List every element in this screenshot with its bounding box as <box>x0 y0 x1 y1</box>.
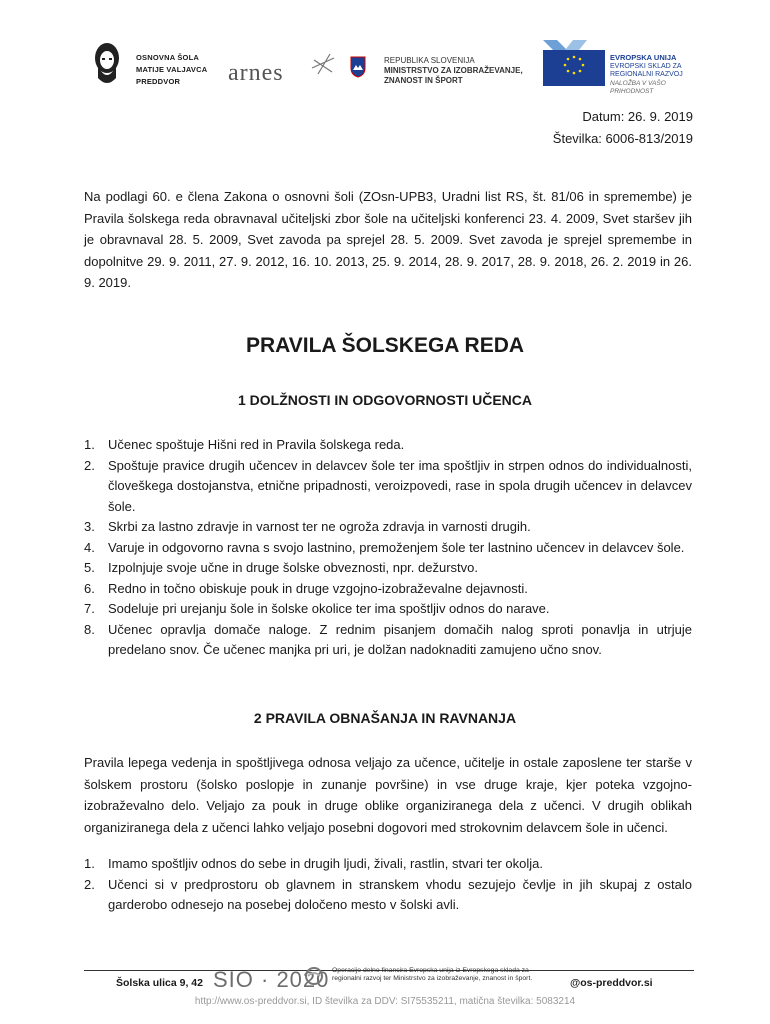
section-1-heading: 1 DOLŽNOSTI IN ODGOVORNOSTI UČENCA <box>237 392 532 408</box>
list-item: 6. Redno in točno obiskuje pouk in druge vzgojno-izobraževalne dejavnosti. <box>84 580 528 596</box>
list-item: 5. Izpolnjuje svoje učne in druge šolske obveznosti, npr. dežurstvo. <box>84 560 478 575</box>
arnes-star-icon <box>308 50 338 80</box>
sio-swirl-icon <box>304 966 324 986</box>
list-item: 8. Učenec opravlja domače naloge. Z rednim pisanjem domačih nalog sproti ponavlja in utrjuje predelano snov. Če učenec manjka pri uri, je dolžan nadoknaditi zamujeno učno snov. <box>84 621 692 657</box>
document-number: Številka: 6006-813/2019 <box>552 131 693 146</box>
eu-flag-logo <box>543 40 605 86</box>
sio-2020-logo: SIO · 2020 <box>213 967 330 992</box>
list-item: 1. Imamo spoštljiv odnos do sebe in drugih ljudi, živali, rastlin, stvari ter okolja. <box>84 856 543 871</box>
section-2-paragraph: Pravila lepega vedenja in spoštljivega odnosa veljajo za učence, učitelje in ostale zaposlene ter starše v šolskem prostoru (šolsko poslopje in zunanje površine) in vse druge kraje, kjer poteka vzgojno-izobraževalno delo. Veljajo za pouk in druge oblike organiziranega dela z učenci. V drugih oblikah organiziranega dela z učenci lahko veljajo posebni dogovori med strokovnim delavcem šole in učenci. <box>84 755 692 835</box>
intro-paragraph: Na podlagi 60. e člena Zakona o osnovni šoli (ZOsn-UPB3, Uradni list RS, št. 81/06 in spremembe) je Pravila šolskega reda obravnaval učiteljski zbor šole na učiteljski konferenci 23. 4. 2009, Svet staršev jih je obravnaval 28. 5. 2009, Svet zavoda pa sprejel 28. 5. 2009. Svet zavoda je sprejel spremembe in dopolnitve 29. 9. 2011, 27. 9. 2012, 16. 10. 2013, 25. 9. 2014, 28. 9. 2017, 28. 9. 2018, 26. 2. 2019 in 26. 9. 2019. <box>84 189 692 290</box>
ministry-logo-text: REPUBLIKA SLOVENIJA MINISTRSTVO ZA IZOBRAŽEVANJE, ZNANOST IN ŠPORT <box>384 56 523 85</box>
footer-contact-line: http://www.os-preddvor.si, ID številka za DDV: SI75535211, matična številka: 5083214 <box>194 996 576 1007</box>
sio-funding-note: Operacijo delno financira Evropska unija iz Evropskega sklada za regionalni razvoj ter Ministrstvo za izobraževanje, znanost in šport. <box>332 967 533 983</box>
list-item: 3. Skrbi za lastno zdravje in varnost ter ne ogroža zdravja in varnosti drugih. <box>84 519 531 534</box>
list-item: 2. Učenci si v predprostoru ob glavnem in stranskem vhodu sezujejo čevlje in jih skupaj z ostalo garderobo odnesejo na posebej določeno mesto v šolski avli. <box>84 876 692 912</box>
letterhead <box>88 38 708 100</box>
school-name: OSNOVNA ŠOLA MATIJE VALJAVCA PREDDVOR <box>136 53 208 86</box>
section-2-heading: 2 PRAVILA OBNAŠANJA IN RAVNANJA <box>253 710 517 726</box>
list-item: 1. Učenec spoštuje Hišni red in Pravila šolskega reda. <box>84 437 405 452</box>
footer-email[interactable]: @os-preddvor.si <box>570 977 653 989</box>
list-item: 4. Varuje in odgovorno ravna s svojo lastnino, premoženjem šole ter lastnino učencev in delavcev šole. <box>84 539 685 555</box>
eu-fund-text: EVROPSKA UNIJA EVROPSKI SKLAD ZA REGIONALNI RAZVOJ NALOŽBA V VAŠO PRIHODNOST <box>610 53 683 95</box>
document-meta <box>553 106 693 150</box>
footer-address: Šolska ulica 9, 42 <box>116 977 203 989</box>
arnes-logo: arnes <box>228 60 284 86</box>
document-title: PRAVILA ŠOLSKEGA REDA <box>245 334 525 357</box>
list-item: 7. Sodeluje pri urejanju šole in šolske okolice ter ima spoštljiv odnos do narave. <box>84 601 550 616</box>
section-1-list <box>84 435 692 661</box>
section-2-list <box>84 854 692 916</box>
document-date: Datum: 26. 9. 2019 <box>582 109 693 124</box>
school-portrait-logo <box>88 38 126 88</box>
slovenia-crest-icon <box>350 56 366 78</box>
list-item: 2. Spoštuje pravice drugih učencev in delavcev šole ter ima spoštljiv in strpen odnos do individualnosti, človeškega dostojanstva, etnične pripadnosti, veroizpovedi, rase in spola drugih učencev in delavcev šole. <box>84 457 692 514</box>
